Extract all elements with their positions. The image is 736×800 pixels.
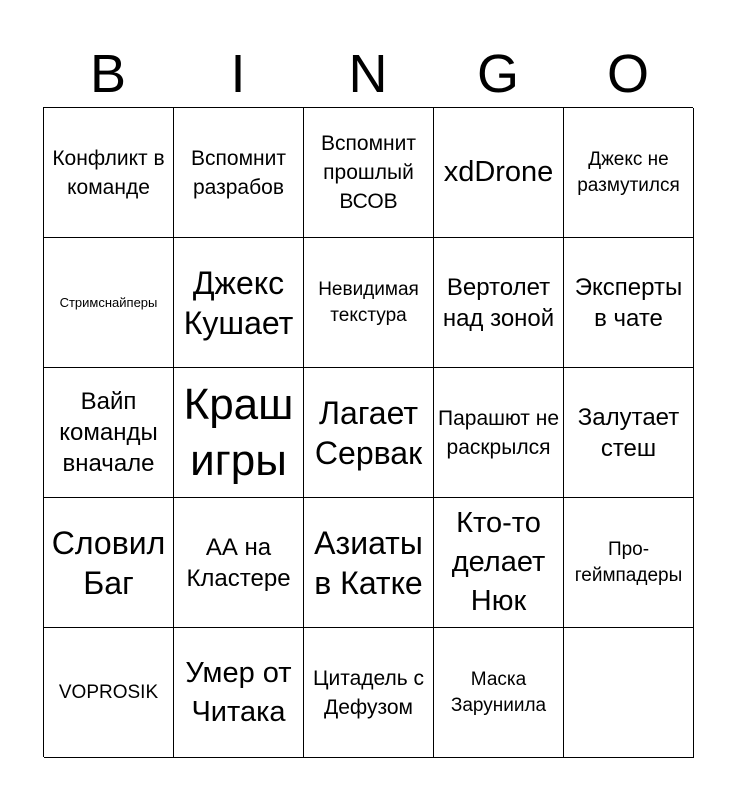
cell-text: Краш игры — [183, 379, 294, 485]
cell-text: Стримснайперы — [59, 295, 158, 310]
cell-text: Джекс не размутился — [577, 148, 680, 196]
bingo-cell[interactable] — [434, 238, 564, 368]
cell-text: Невидимая текстура — [318, 278, 419, 326]
cell-text: Вайп команды вначале — [59, 388, 158, 477]
bingo-header — [43, 40, 693, 108]
bingo-cell[interactable] — [304, 238, 434, 368]
bingo-cell[interactable] — [434, 628, 564, 758]
bingo-cell[interactable] — [564, 368, 694, 498]
cell-text: Залутает стеш — [577, 403, 680, 462]
bingo-cell[interactable] — [44, 498, 174, 628]
cell-text: Словил Баг — [51, 524, 166, 601]
cell-text: Лагает Сервак — [314, 394, 423, 471]
header-letter-i: I — [230, 44, 246, 104]
header-letter-g: G — [476, 44, 519, 104]
cell-text: Про-геймпадеры — [574, 538, 683, 586]
cell-text: Азиаты в Катке — [314, 524, 423, 601]
cell-text: Джекс Кушает — [183, 264, 294, 341]
bingo-cell[interactable] — [564, 108, 694, 238]
bingo-cell[interactable] — [174, 498, 304, 628]
bingo-cell[interactable] — [434, 498, 564, 628]
cell-text: Кто-то делает Нюк — [451, 507, 546, 617]
bingo-cell[interactable] — [174, 368, 304, 498]
header-letter-b: B — [89, 44, 127, 104]
bingo-cell[interactable] — [564, 238, 694, 368]
bingo-cell[interactable] — [434, 108, 564, 238]
bingo-cell[interactable] — [304, 108, 434, 238]
bingo-cell[interactable] — [174, 108, 304, 238]
cell-text: Умер от Читака — [185, 656, 292, 728]
bingo-cell[interactable] — [304, 368, 434, 498]
bingo-board — [43, 107, 693, 757]
bingo-cell[interactable] — [304, 498, 434, 628]
bingo-cell[interactable] — [564, 498, 694, 628]
cell-text: Вертолет над зоной — [442, 273, 555, 332]
cell-text: Вспомнит прошлый ВСОВ — [321, 132, 416, 213]
bingo-cell[interactable] — [44, 628, 174, 758]
cell-text: Цитадель с Дефузом — [312, 666, 425, 719]
bingo-cell[interactable] — [304, 628, 434, 758]
bingo-cell-empty[interactable] — [564, 628, 694, 758]
bingo-cell[interactable] — [174, 628, 304, 758]
cell-text: VOPROSIK — [58, 681, 159, 703]
cell-text: АА на Кластере — [186, 533, 291, 592]
bingo-cell[interactable] — [174, 238, 304, 368]
bingo-cell[interactable] — [434, 368, 564, 498]
cell-text: Вспомнит разрабов — [191, 146, 286, 199]
cell-text: Конфликт в команде — [52, 146, 165, 199]
bingo-cell[interactable] — [44, 108, 174, 238]
bingo-cell[interactable] — [44, 238, 174, 368]
bingo-cell[interactable] — [44, 368, 174, 498]
header-letter-n: N — [348, 44, 388, 104]
cell-text: Эксперты в чате — [574, 273, 683, 332]
cell-text: xdDrone — [443, 156, 554, 188]
cell-text: Маска Заруниила — [450, 668, 547, 716]
header-letter-o: O — [606, 44, 649, 104]
cell-text: Парашют не раскрылся — [438, 406, 559, 459]
